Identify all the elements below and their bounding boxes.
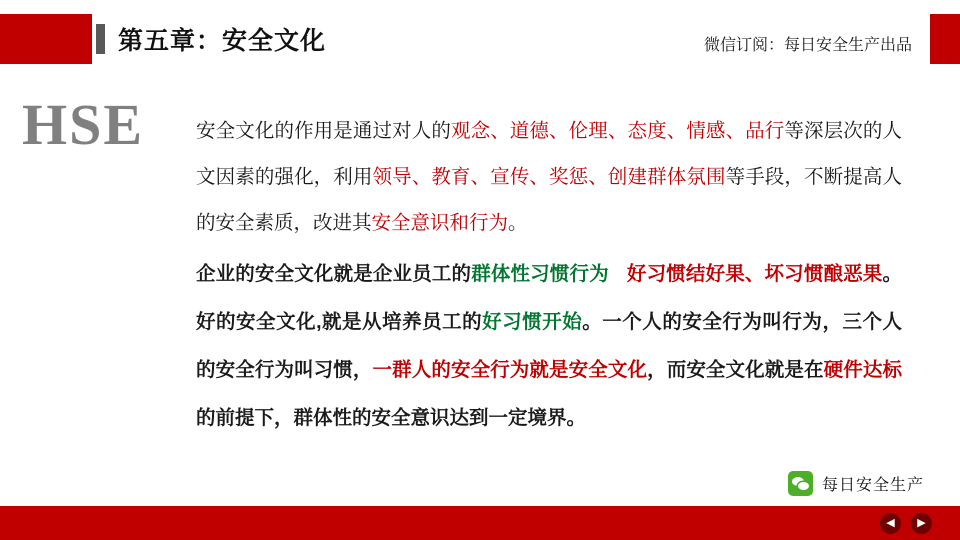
subscription-note: 微信订阅：每日安全生产出品 xyxy=(703,37,912,54)
header-title-group xyxy=(96,18,326,60)
paragraph-1 xyxy=(196,108,902,246)
p1-seg7: 。 xyxy=(508,212,528,234)
p2-seg2-highlight: 群体性习惯行为 xyxy=(471,263,609,285)
wechat-account-name: 每日安全生产 xyxy=(821,477,924,494)
slide-header xyxy=(0,0,960,78)
title-accent-bar xyxy=(96,24,105,54)
wechat-icon xyxy=(788,471,813,496)
p2-seg1: 企业的安全文化就是企业员工的 xyxy=(196,263,472,285)
p1-seg6-highlight: 安全意识和行为 xyxy=(371,212,509,234)
slide-navigation xyxy=(880,513,932,534)
p2-seg10: 的前提下，群体性的安全意识达到一定境界。 xyxy=(196,407,587,429)
p2-seg4: 。好的安全文化,就是从培养员工的 xyxy=(196,263,902,333)
chevron-left-icon: ◀ xyxy=(886,517,895,529)
p1-seg1: 安全文化的作用是通过对人的 xyxy=(196,120,451,142)
p2-seg9-highlight: 硬件达标 xyxy=(823,359,902,381)
p1-seg5: 等手段，不断提高人的安全素质，改进其 xyxy=(196,166,902,234)
header-left-red-block xyxy=(0,14,92,64)
p2-seg7-highlight: 一群人的安全行为就是安全文化 xyxy=(372,359,648,381)
p2-seg6: 。一个人的安全行为叫行为，三个人的安全行为叫习惯， xyxy=(196,311,902,381)
next-slide-button[interactable] xyxy=(911,513,932,534)
p2-seg3-highlight: 好习惯结好果、坏习惯酿恶果 xyxy=(626,263,883,285)
prev-slide-button[interactable] xyxy=(880,513,901,534)
p2-seg8: ，而安全文化就是在 xyxy=(647,359,824,381)
hse-logo: HSE xyxy=(22,92,145,157)
p1-seg4-highlight: 领导、教育、宣传、奖惩、创建群体氛围 xyxy=(372,166,726,188)
chapter-title: 第五章：安全文化 xyxy=(118,27,327,55)
chevron-right-icon: ▶ xyxy=(917,517,926,529)
paragraph-2 xyxy=(196,250,902,442)
wechat-branding xyxy=(788,471,924,496)
slide-body xyxy=(196,108,902,442)
footer-bar xyxy=(0,506,960,540)
p1-seg2-highlight: 观念、道德、伦理、态度、情感、品行 xyxy=(450,120,785,142)
p2-seg5-highlight: 好习惯开始 xyxy=(482,311,583,333)
p1-seg3: 等深层次的人文因素的强化，利用 xyxy=(196,120,902,188)
header-right-red-block xyxy=(930,14,960,64)
